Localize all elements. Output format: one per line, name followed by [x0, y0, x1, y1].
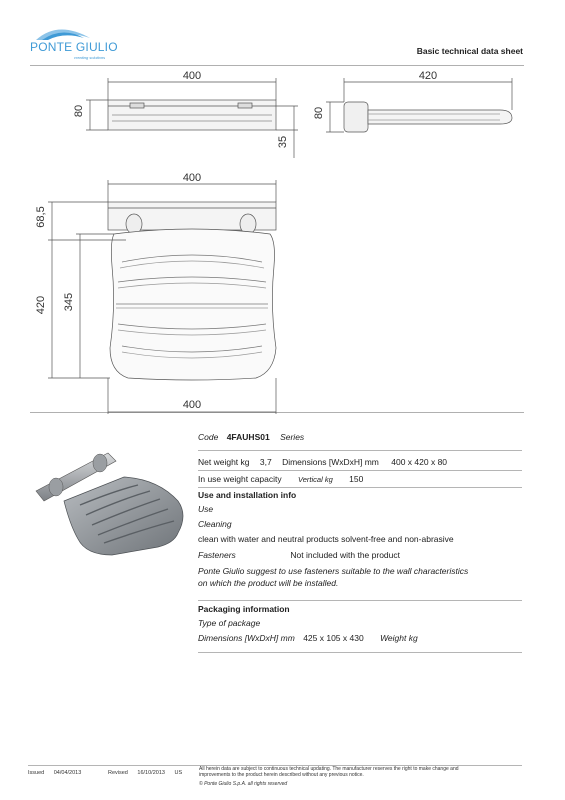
dimensions-label: Dimensions [WxDxH] mm	[282, 457, 379, 467]
dim-top-height: 80	[73, 104, 85, 118]
separator	[198, 470, 522, 471]
product-code: 4FAUHS01	[226, 432, 270, 442]
package-dimensions-row	[198, 633, 418, 643]
series-label: Series	[280, 432, 305, 442]
net-weight-value: 3,7	[259, 457, 272, 467]
dim-bracket-depth: 35	[277, 135, 289, 149]
dim-front-width-bottom: 400	[182, 399, 202, 411]
package-type-label: Type of package	[198, 618, 261, 628]
packaging-heading: Packaging information	[198, 604, 290, 614]
issued-date: 04/04/2013	[53, 770, 82, 776]
dim-bracket-height: 68,5	[35, 206, 47, 228]
document-title: Basic technical data sheet	[416, 46, 523, 56]
dim-side-height: 80	[313, 106, 325, 120]
package-dimensions-value: 425 x 105 x 430	[303, 633, 364, 643]
vertical-label: Vertical kg	[298, 475, 333, 484]
issued-label: Issued	[28, 770, 45, 776]
dim-seat-height: 345	[63, 292, 75, 312]
issued-info	[28, 770, 81, 776]
shower-seat-image	[28, 443, 198, 558]
separator	[198, 487, 522, 488]
fasteners-label: Fasteners	[198, 550, 236, 560]
vertical-value: 150	[349, 474, 364, 484]
separator	[198, 450, 522, 451]
language-code: US	[174, 770, 183, 776]
note-line-1: Ponte Giulio suggest to use fasteners suitable to the wall characteristics	[198, 566, 469, 576]
capacity-label: In use weight capacity	[198, 474, 282, 484]
dim-top-width: 400	[182, 70, 202, 82]
ponte-giulio-logo	[28, 24, 128, 64]
copyright: © Ponte Giulio S.p.A. all rights reserved	[199, 781, 288, 788]
revised-info	[108, 770, 182, 776]
code-label: Code	[198, 432, 219, 442]
net-weight-label: Net weight kg	[198, 457, 250, 467]
note-line-2: on which the product will be installed.	[198, 578, 339, 588]
use-label: Use	[198, 504, 214, 514]
dimensions-value: 400 x 420 x 80	[391, 457, 448, 467]
use-info-heading: Use and installation info	[198, 490, 297, 500]
dim-total-height: 420	[35, 295, 47, 315]
logo-tagline: creating solutions	[74, 55, 106, 60]
disclaimer-line-1: All herein data are subject to continuous technical updating. The manufacturer reserves the right to make change and	[199, 766, 459, 772]
code-row	[198, 432, 304, 442]
logo-text: PONTE GIULIO	[30, 40, 118, 54]
package-weight-label: Weight kg	[380, 633, 418, 643]
fasteners-row	[198, 550, 400, 560]
technical-drawing	[30, 65, 524, 413]
capacity-row	[198, 474, 363, 484]
drawing-canvas	[30, 66, 524, 414]
disclaimer-line-2: improvements to the product herein described without any previous notice.	[199, 771, 364, 778]
revised-date: 16/10/2013	[137, 770, 165, 776]
dim-side-depth: 420	[418, 70, 438, 82]
revised-label: Revised	[108, 770, 128, 776]
fasteners-text: Not included with the product	[290, 550, 400, 560]
disclaimer	[199, 767, 459, 788]
net-weight-row	[198, 457, 447, 467]
separator	[198, 652, 522, 653]
product-photo	[28, 443, 198, 558]
cleaning-label: Cleaning	[198, 519, 232, 529]
cleaning-text: clean with water and neutral products solvent-free and non-abrasive	[198, 534, 454, 544]
dim-front-width-top: 400	[182, 172, 202, 184]
separator	[198, 600, 522, 601]
package-dimensions-label: Dimensions [WxDxH] mm	[198, 633, 295, 643]
